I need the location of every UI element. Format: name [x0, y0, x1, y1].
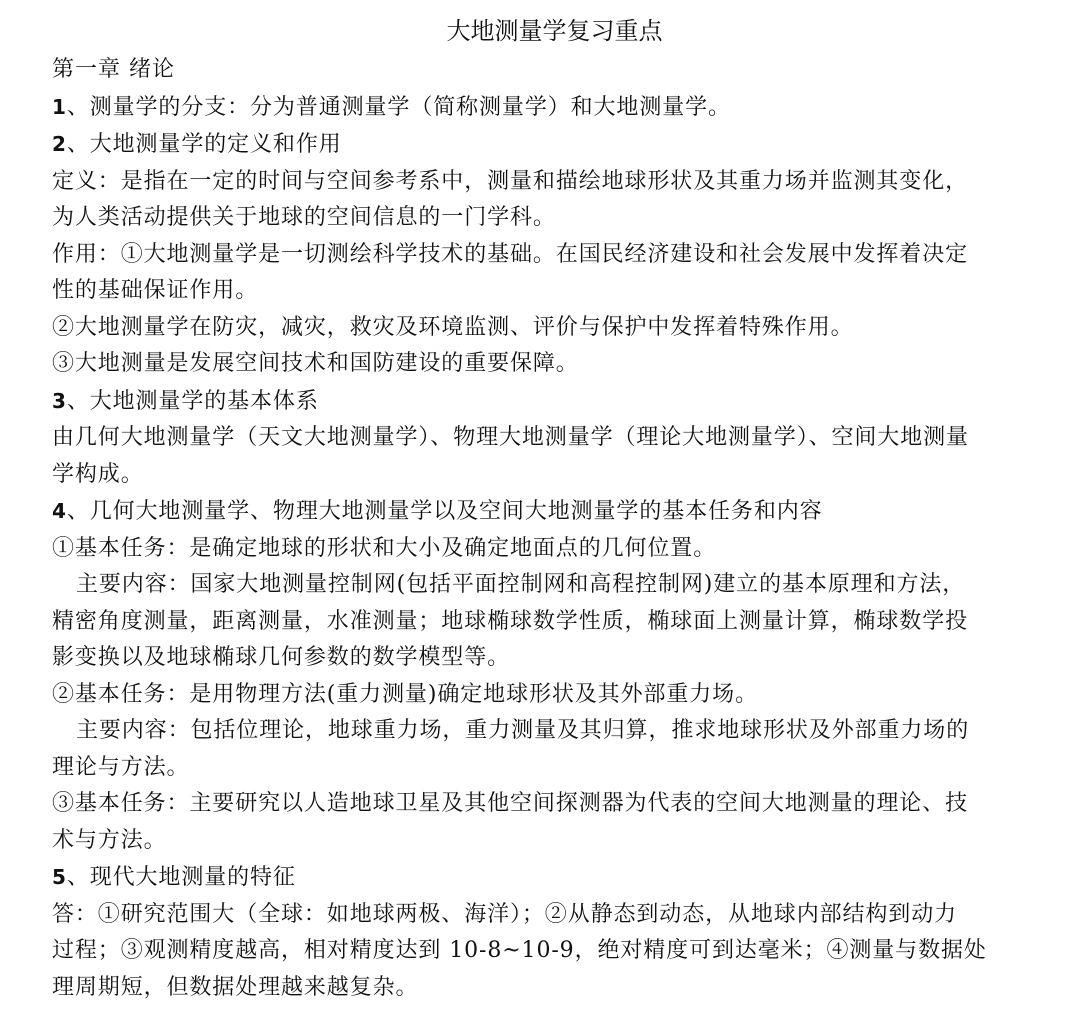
section-4-title: 、几何大地测量学、物理大地测量学以及空间大地测量学的基本任务和内容 [66, 499, 823, 524]
section-4-heading [52, 493, 1031, 531]
definition-line-1: 定义：是指在一定的时间与空间参考系中，测量和描绘地球形状及其重力场并监测其变化， [52, 168, 969, 194]
section-5-title: 、现代大地测量的特征 [66, 865, 296, 890]
feature-line-1: 答：①研究范围大（全球：如地球两极、海洋）；②从静态到动态，从地球内部结构到动力 [52, 901, 958, 927]
space-task-line-2: 术与方法。 [52, 827, 167, 853]
space-task-line-1: ③基本任务：主要研究以人造地球卫星及其他空间探测器为代表的空间大地测量的理论、技 [52, 791, 969, 816]
function-item-3: ③大地测量是发展空间技术和国防建设的重要保障。 [52, 351, 579, 376]
system-line-2: 学构成。 [52, 461, 144, 487]
geometric-content-line-1: 主要内容：国家大地测量控制网(包括平面控制网和高程控制网)建立的基本原理和方法， [76, 572, 966, 597]
feature-line-3: 理周期短，但数据处理越来越复杂。 [52, 974, 419, 1000]
system-line-1: 由几何大地测量学（天文大地测量学）、物理大地测量学（理论大地测量学）、空间大地测量 [52, 425, 969, 450]
chapter-heading: 第一章 绪论 [52, 57, 175, 82]
physical-content-line-2: 理论与方法。 [52, 754, 190, 780]
geometric-content-line-2: 精密角度测量，距离测量，水准测量；地球椭球数学性质，椭球面上测量计算，椭球数学投 [52, 608, 969, 634]
section-2-number: 2 [52, 132, 67, 156]
section-3-heading [52, 383, 1031, 421]
function-line-2: 性的基础保证作用。 [52, 278, 259, 303]
document-title: 大地测量学复习重点 [446, 17, 663, 45]
section-1-text: 、测量学的分支：分为普通测量学（简称测量学）和大地测量学。 [66, 94, 731, 120]
section-3-title: 、大地测量学的基本体系 [66, 388, 319, 414]
section-4-number: 4 [52, 499, 67, 523]
geometric-content-line-3: 影变换以及地球椭球几何参数的数学模型等。 [52, 645, 511, 670]
section-2-title: 、大地测量学的定义和作用 [66, 132, 342, 157]
physical-content-line-1: 主要内容：包括位理论，地球重力场，重力测量及其归算，推求地球形状及外部重力场的 [76, 718, 970, 743]
section-1-number: 1 [52, 94, 67, 119]
function-line-1: 作用：①大地测量学是一切测绘科学技术的基础。在国民经济建设和社会发展中发挥着决定 [52, 241, 969, 267]
section-1 [52, 89, 1031, 127]
section-5-heading [52, 859, 1031, 897]
definition-line-2: 为人类活动提供关于地球的空间信息的一门学科。 [52, 205, 556, 230]
section-5-number: 5 [52, 865, 67, 889]
function-item-2: ②大地测量学在防灾，减灾，救灾及环境监测、评价与保护中发挥着特殊作用。 [52, 314, 854, 340]
geometric-task: ①基本任务：是确定地球的形状和大小及确定地面点的几何位置。 [52, 535, 717, 561]
physical-task: ②基本任务：是用物理方法(重力测量)确定地球形状及其外部重力场。 [52, 681, 758, 707]
section-3-number: 3 [52, 388, 67, 413]
section-2-heading [52, 126, 1031, 164]
feature-line-2: 过程；③观测精度越高，相对精度达到 10-8~10-9，绝对精度可到达毫米；④测量与数据处 [52, 938, 987, 963]
